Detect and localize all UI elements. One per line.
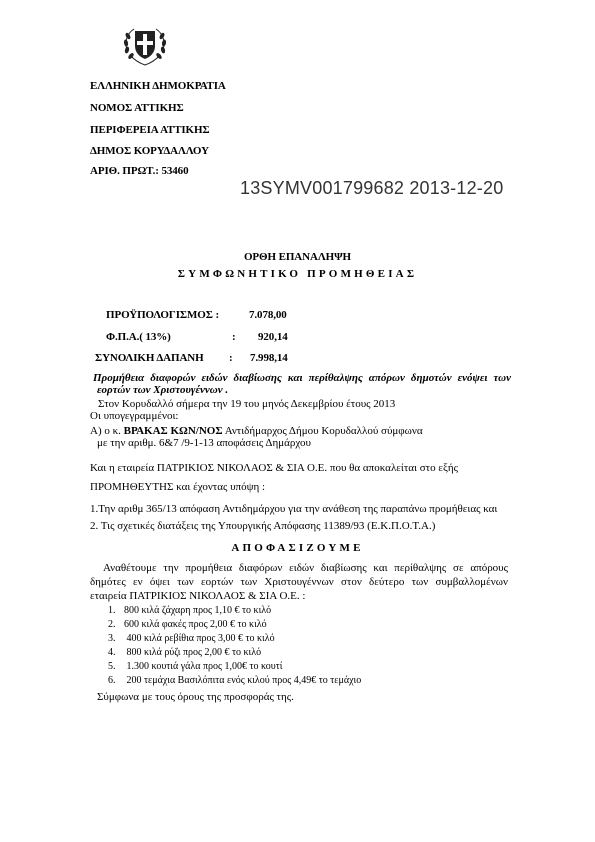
coat-of-arms-emblem [122,22,168,68]
document-title: ΟΡΘΗ ΕΠΑΝΑΛΗΨΗ [243,251,352,263]
header-line-republic: ΕΛΛΗΝΙΚΗ ΔΗΜΟΚΡΑΤΙΑ [90,80,226,92]
diavgeia-stamp: 13SYMV001799682 2013-12-20 [240,178,504,198]
body-point-2: 2. Τις σχετικές διατάξεις της Υπουργικής Απόφασης 11389/93 (Ε.Κ.Π.Ο.Τ.Α.) [90,520,436,532]
list-item: 4. 800 κιλά ρύζι προς 2,00 € το κιλό [108,647,262,658]
budget-label-preliminary: ΠΡΟΫΠΟΛΟΓΙΣΜΟΣ : [106,309,220,321]
body-intro: Στον Κορυδαλλό σήμερα την 19 του μηνός Δεκεμβρίου έτους 2013 [98,398,396,410]
protocol-number: ΑΡΙΘ. ΠΡΩΤ.: 53460 [90,165,189,177]
budget-value-preliminary: 7.078,00 [249,309,287,321]
body-party-a-line2: με την αριθμ. 6&7 /9-1-13 αποφάσεις Δημάρχου [97,437,311,449]
subject-line-2: εορτών των Χριστουγέννων . [97,384,229,396]
party-a-rest: Αντιδήμαρχος Δήμου Κορυδαλλού σύμφωνα [224,425,423,437]
budget-value-total: 7.998,14 [250,352,288,364]
party-a-prefix: Α) ο κ. [90,425,121,437]
header-line-municipality: ΔΗΜΟΣ ΚΟΡΥΔΑΛΛΟΥ [90,145,209,157]
list-item: 1. 800 κιλά ζάχαρη προς 1,10 € το κιλό [108,605,272,616]
decision-line-3: εταιρεία ΠΑΤΡΙΚΙΟΣ ΝΙΚΟΛΑΟΣ & ΣΙΑ Ο.Ε. : [90,590,306,602]
list-item: 6. 200 τεμάχια Βασιλόπιτα ενός κιλού προς 4,49€ το τεμάχιο [108,675,362,686]
list-item: 5. 1.300 κουτιά γάλα προς 1,00€ το κουτί [108,661,283,672]
closing-line: Σύμφωνα με τους όρους της προσφοράς της. [97,691,294,703]
list-item: 2. 600 κιλά φακές προς 2,00 € το κιλό [108,619,267,630]
body-undersigned: Οι υπογεγραμμένοι: [90,410,179,422]
header-line-prefecture: ΝΟΜΟΣ ΑΤΤΙΚΗΣ [90,102,184,114]
body-party-a [90,425,423,437]
budget-colon-total: : [229,352,233,364]
body-company: Και η εταιρεία ΠΑΤΡΙΚΙΟΣ ΝΙΚΟΛΑΟΣ & ΣΙΑ Ο.Ε. που θα αποκαλείται στο εξής [90,462,458,474]
budget-value-vat: 920,14 [258,331,288,343]
budget-label-vat: Φ.Π.Α.( 13%) [106,331,171,343]
items-list [108,605,361,689]
budget-label-total: ΣΥΝΟΛΙΚΗ ΔΑΠΑΝΗ [95,352,204,364]
body-supplier: ΠΡΟΜΗΘΕΥΤΗΣ και έχοντας υπόψη : [90,481,266,493]
party-a-name: ΒΡΑΚΑΣ ΚΩΝ/ΝΟΣ [123,425,223,437]
decision-line-1: Αναθέτουμε την προμήθεια διαφόρων ειδών διαβίωσης και περίθαλψης σε απόρους [103,562,508,574]
subject-line-1: Προμήθεια διαφορών ειδών διαβίωσης και περίθαλψης απόρων δημοτών ενόψει των [93,372,511,384]
budget-colon-vat: : [232,331,236,343]
decision-heading: ΑΠΟΦΑΣΙΖΟΥΜΕ [231,542,364,554]
list-item: 3. 400 κιλά ρεβίθια προς 3,00 € το κιλό [108,633,275,644]
body-point-1: 1.Την αριθμ 365/13 απόφαση Αντιδημάρχου για την ανάθεση της παραπάνω προμήθειας και [90,503,498,515]
header-line-region: ΠΕΡΙΦΕΡΕΙΑ ΑΤΤΙΚΗΣ [90,124,210,136]
decision-line-2: δημότες εν όψει των εορτών των Χριστουγέννων στον δεύτερο των συμβαλλομένων [90,576,508,588]
document-subtitle: ΣΥΜΦΩΝΗΤΙΚΟ ΠΡΟΜΗΘΕΙΑΣ [177,268,418,280]
